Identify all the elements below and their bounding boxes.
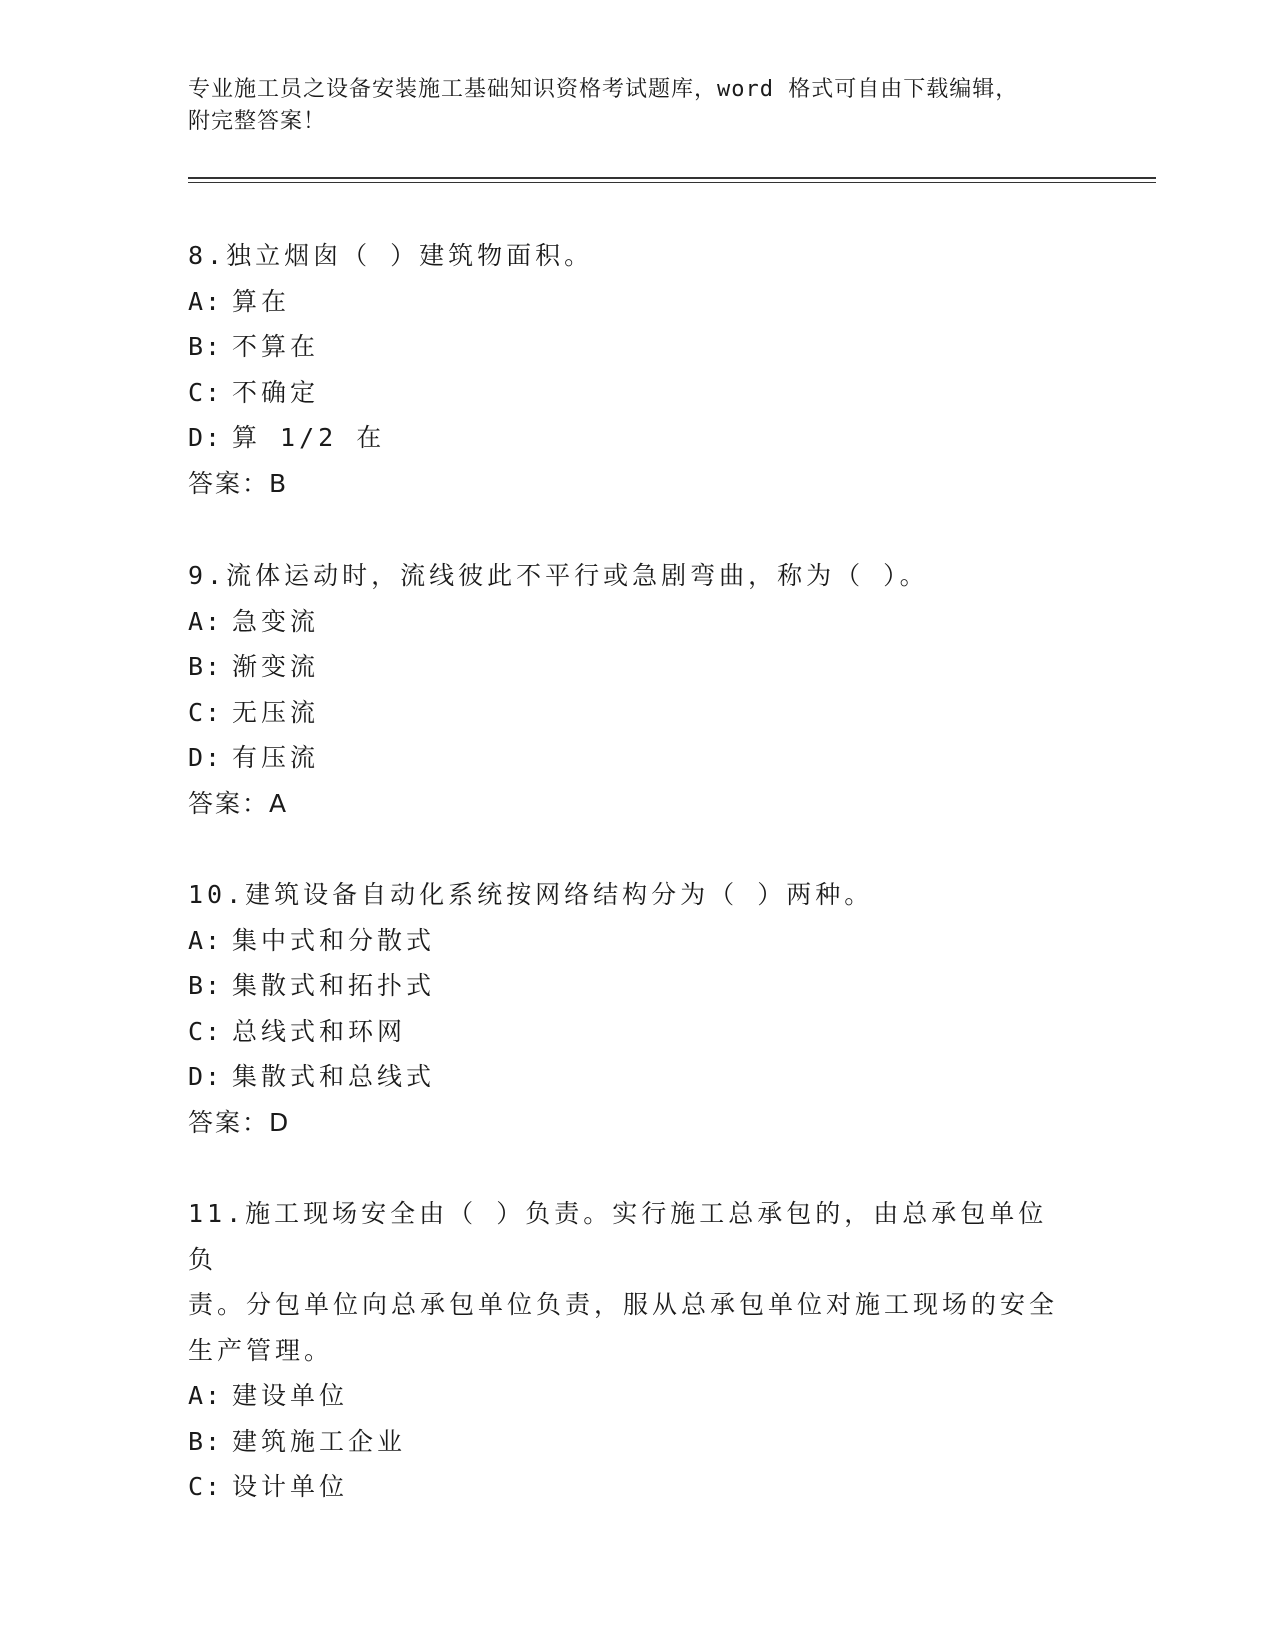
option-text: 渐变流 (232, 652, 320, 681)
option-d (188, 415, 1068, 461)
option-text: 集散式和总线式 (232, 1062, 436, 1091)
option-c (188, 370, 1068, 416)
option-b (188, 963, 1068, 1009)
option-a (188, 1373, 1068, 1419)
option-text: 建设单位 (232, 1381, 349, 1410)
question-11 (188, 1191, 1068, 1510)
option-text: 集散式和拓扑式 (232, 971, 436, 1000)
option-key: D: (188, 423, 223, 452)
header-divider-top (188, 177, 1156, 179)
option-text: 急变流 (232, 606, 320, 636)
answer-line: 答案：A (188, 788, 289, 818)
option-c (188, 1464, 1068, 1510)
option-d (188, 735, 1068, 781)
option-key: C: (188, 1016, 223, 1046)
option-text: 算 1/2 在 (232, 423, 386, 452)
question-stem: 9.流体运动时，流线彼此不平行或急剧弯曲，称为（ ）。 (188, 561, 929, 590)
question-stem: 8.独立烟囱（ ）建筑物面积。 (188, 241, 594, 270)
answer-line: 答案：D (188, 1107, 291, 1137)
header-line-2: 附完整答案！ (188, 109, 327, 134)
option-key: A: (188, 286, 223, 316)
option-text: 不算在 (232, 332, 320, 361)
question-stem-line: 11.施工现场安全由（ ）负责。实行施工总承包的，由总承包单位负 (188, 1199, 1048, 1274)
option-key: B: (188, 332, 223, 361)
option-b (188, 1419, 1068, 1465)
option-key: A: (188, 606, 223, 636)
option-key: C: (188, 377, 223, 407)
option-key: B: (188, 971, 223, 1000)
option-b (188, 324, 1068, 370)
option-c (188, 1009, 1068, 1055)
question-stem: 10.建筑设备自动化系统按网络结构分为（ ）两种。 (188, 880, 874, 909)
option-c (188, 690, 1068, 736)
question-stem-line: 生产管理。 (188, 1335, 334, 1365)
option-text: 建筑施工企业 (232, 1426, 407, 1456)
option-a (188, 918, 1068, 964)
option-key: D: (188, 743, 223, 772)
option-text: 不确定 (232, 377, 320, 407)
document-header (188, 74, 1088, 138)
option-text: 无压流 (232, 697, 320, 727)
question-8 (188, 233, 1068, 506)
option-text: 有压流 (232, 743, 320, 772)
option-key: B: (188, 652, 223, 681)
option-key: C: (188, 1472, 223, 1501)
option-a (188, 279, 1068, 325)
option-key: A: (188, 925, 223, 955)
option-key: B: (188, 1426, 223, 1456)
header-divider-bottom (188, 182, 1156, 183)
option-text: 设计单位 (232, 1472, 349, 1501)
answer-line: 答案：B (188, 468, 289, 498)
header-line-1: 专业施工员之设备安装施工基础知识资格考试题库，word 格式可自由下载编辑， (188, 77, 1019, 102)
option-text: 集中式和分散式 (232, 925, 436, 955)
option-text: 总线式和环网 (232, 1016, 407, 1046)
question-9 (188, 553, 1068, 826)
question-stem-line: 责。分包单位向总承包单位负责，服从总承包单位对施工现场的安全 (188, 1290, 1059, 1319)
option-d (188, 1054, 1068, 1100)
question-10 (188, 872, 1068, 1145)
option-key: C: (188, 697, 223, 727)
option-a (188, 599, 1068, 645)
option-key: A: (188, 1381, 223, 1410)
option-key: D: (188, 1062, 223, 1091)
option-text: 算在 (232, 286, 291, 316)
option-b (188, 644, 1068, 690)
